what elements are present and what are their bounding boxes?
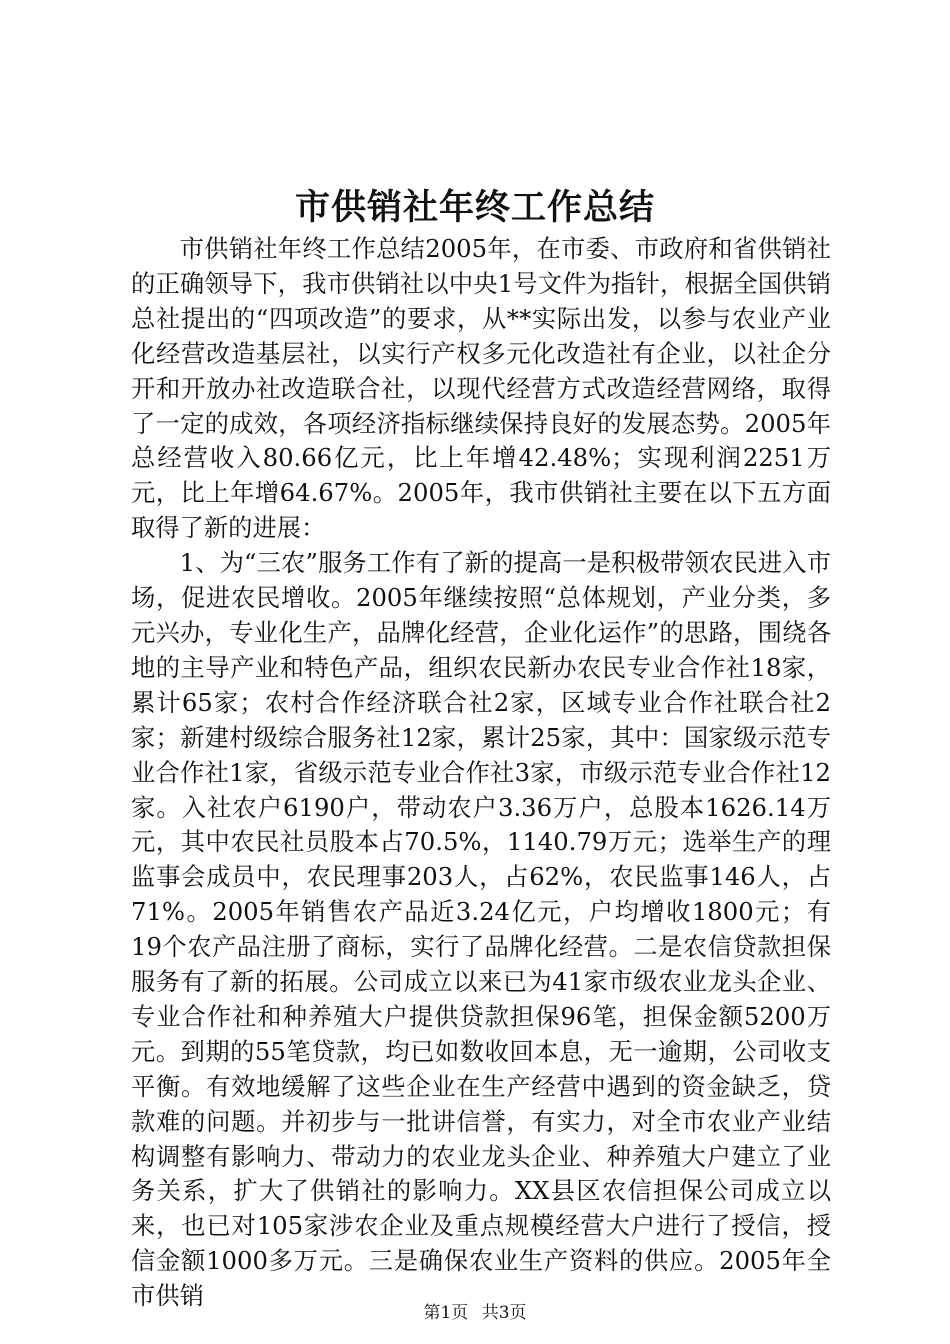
page-number: 第1页: [423, 1303, 469, 1323]
page-footer: [0, 1301, 950, 1325]
page-total: 共3页: [481, 1303, 527, 1323]
paragraph-intro: 市供销社年终工作总结2005年，在市委、市政府和省供销社的正确领导下，我市供销社以中央1号文件为指针，根据全国供销总社提出的“四项改造”的要求，从**实际出发，以参与农业产业化经营改造基层社，以实行产权多元化改造社有企业，以社企分开和开放办社改造联合社，以现代经营方式改造经营网络，取得了一定的成效，各项经济指标继续保持良好的发展态势。2005年总经营收入80.66亿元，比上年增42.48%；实现利润2251万元，比上年增64.67%。2005年，我市供销社主要在以下五方面取得了新的进展：: [131, 234, 831, 543]
document-title: 市供销社年终工作总结: [294, 187, 655, 228]
paragraph-section-1: 1、为“三农”服务工作有了新的提高一是积极带领农民进入市场，促进农民增收。2005年继续按照“总体规划，产业分类，多元兴办，专业化生产，品牌化经营，企业化运作”的思路，围绕各地的主导产业和特色产品，组织农民新办农民专业合作社18家，累计65家；农村合作经济联合社2家，区域专业合作社联合社2家；新建村级综合服务社12家，累计25家，其中：国家级示范专业合作社1家，省级示范专业合作社3家，市级示范专业合作社12家。入社农户6190户，带动农户3.36万户，总股本1626.14万元，其中农民社员股本占70.5%，1140.79万元；选举生产的理监事会成员中，农民理事203人，占62%，农民监事146人，占71%。2005年销售农产品近3.24亿元，户均增收1800元；有19个农产品注册了商标，实行了品牌化经营。二是农信贷款担保服务有了新的拓展。公司成立以来已为41家市级农业龙头企业、专业合作社和种养殖大户提供贷款担保96笔，担保金额5200万元。到期的55笔贷款，均已如数收回本息，无一逾期，公司收支平衡。有效地缓解了这些企业在生产经营中遇到的资金缺乏，贷款难的问题。并初步与一批讲信誉，有实力，对全市农业产业结构调整有影响力、带动力的农业龙头企业、种养殖大户建立了业务关系，扩大了供销社的影响力。XX县区农信担保公司成立以来，也已对105家涉农企业及重点规模经营大户进行了授信，授信金额1000多万元。三是确保农业生产资料的供应。2005年全市供销: [131, 548, 831, 1311]
document-body: [131, 232, 831, 1314]
